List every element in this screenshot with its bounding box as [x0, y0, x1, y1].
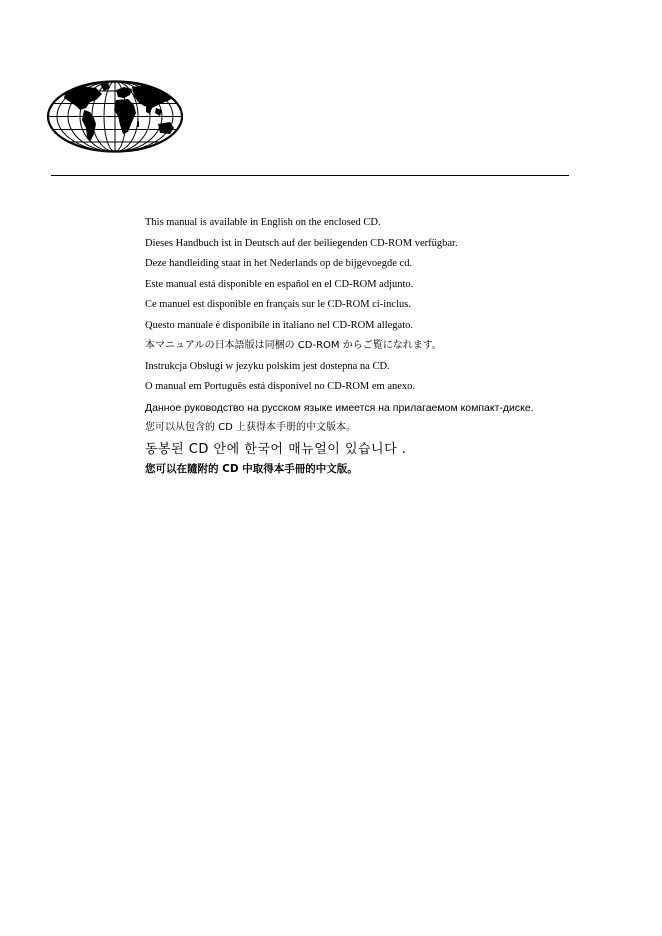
cd-notice-polish: Instrukcja Obsługi w jezyku polskim jest dostepna na CD. — [145, 360, 390, 372]
cd-notice-dutch: Deze handleiding staat in het Nederlands op de bijgevoegde cd. — [145, 258, 413, 269]
world-globe-icon — [46, 80, 184, 153]
cd-notice-russian: Данное руководство на русском языке имеется на прилагаемом компакт-диске. — [145, 401, 534, 414]
cd-notice-chinese-traditional: 您可以在隨附的 CD 中取得本手冊的中文版。 — [145, 462, 358, 475]
cd-notice-german: Dieses Handbuch ist in Deutsch auf der beiliegenden CD-ROM verfügbar. — [145, 237, 458, 249]
cd-notice-english: This manual is available in English on the enclosed CD. — [145, 217, 381, 228]
cd-notice-korean: 동봉된 CD 안에 한국어 매뉴얼이 있습니다 . — [145, 441, 407, 457]
cd-notice-japanese: 本マニュアルの日本語版は同梱の CD-ROM からご覧になれます。 — [145, 340, 442, 351]
cd-notice-french: Ce manuel est disponible en français sur le CD-ROM ci-inclus. — [145, 299, 411, 310]
cd-notice-spanish: Este manual está disponible en español en el CD-ROM adjunto. — [145, 278, 414, 290]
horizontal-rule — [51, 175, 569, 176]
cd-notice-chinese-simplified: 您可以从包含的 CD 上获得本手册的中文版本。 — [145, 422, 357, 433]
cd-notice-list — [145, 213, 615, 477]
cd-notice-portuguese: O manual em Português está disponível no CD-ROM em anexo. — [145, 381, 416, 392]
cd-notice-italian: Questo manuale è disponibile in italiano nel CD-ROM allegato. — [145, 319, 413, 331]
